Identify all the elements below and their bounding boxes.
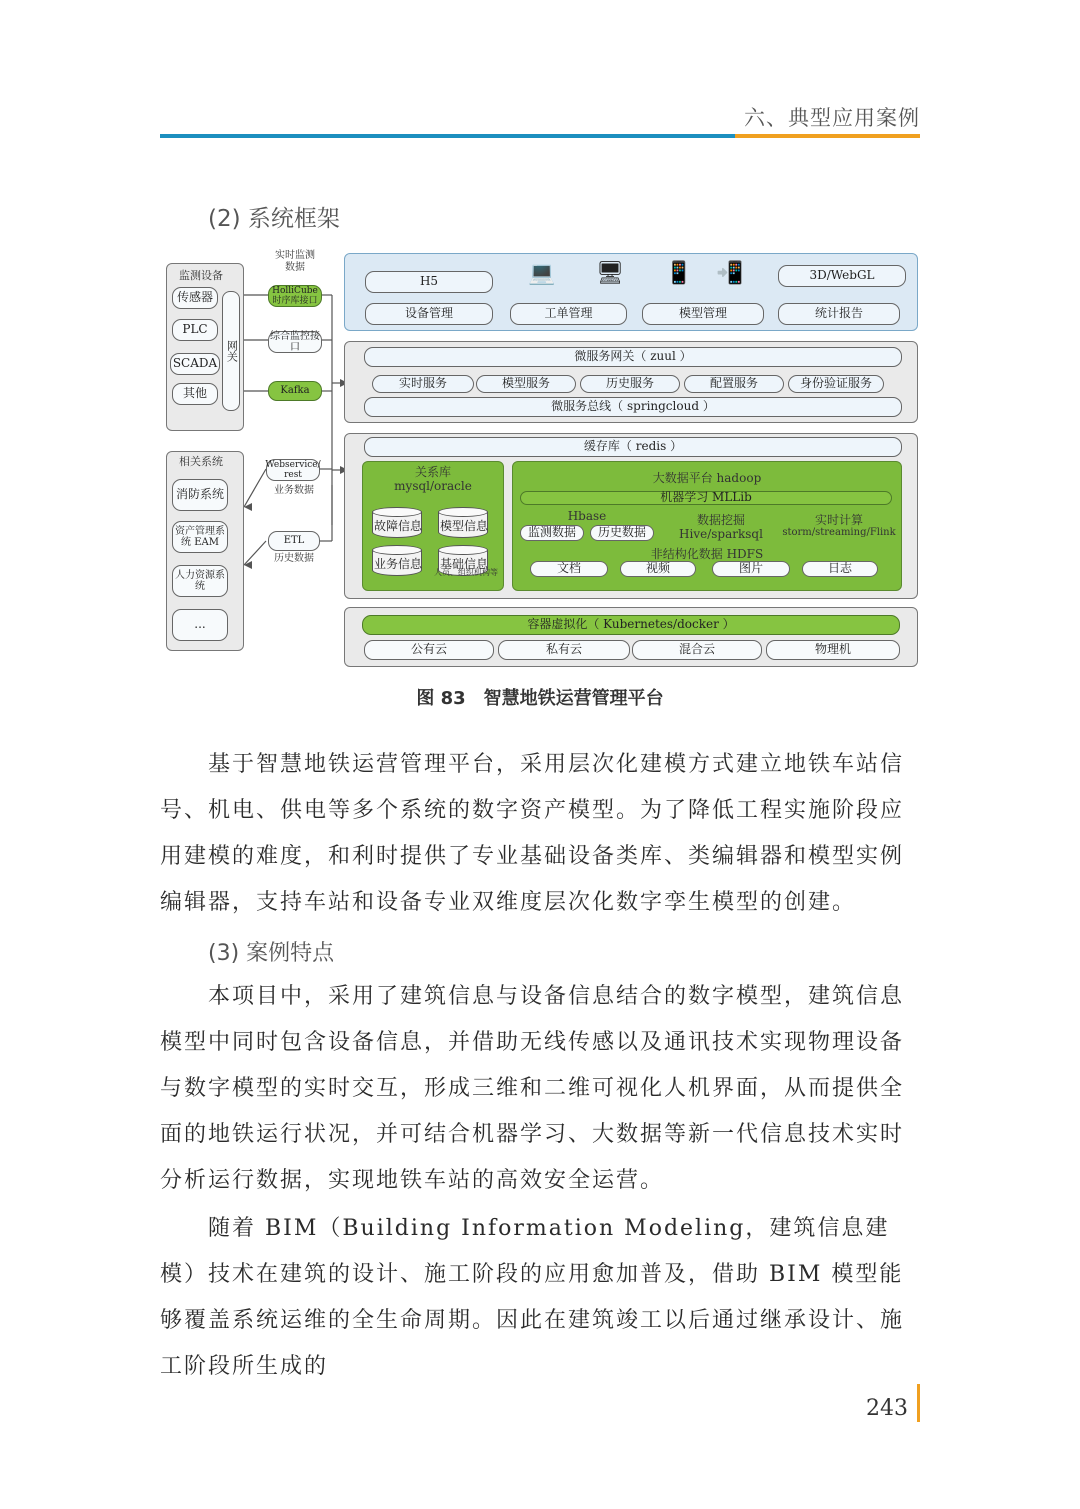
business-data-label: 业务数据 [274, 485, 314, 496]
service-bus: 微服务总线（ springcloud ） [364, 397, 902, 417]
rdb-note: 人员、组织机构等 [434, 568, 498, 577]
service-auth: 身份验证服务 [788, 375, 884, 393]
hollicube-interface: HolliCube 时序库接口 [268, 285, 322, 307]
hdfs-doc: 文档 [530, 561, 608, 577]
paragraph-1: 基于智慧地铁运营管理平台，采用层次化建模方式建立地铁车站信号、机电、供电等多个系统的数字资产模型。为了降低工程实施阶段应用建模的难度，和利时提供了专业基础设备类库、类编辑器和模型实例编辑器，支持车站和设备专业双维度层次化数字孪生模型的创建。 [160, 752, 905, 915]
app-device-management: 设备管理 [365, 303, 493, 325]
rdb-basic: 基础信息 [439, 557, 488, 571]
monitor-interface: 综合监控接口 [270, 330, 320, 353]
physical-machine: 物理机 [766, 640, 900, 660]
service-gateway: 微服务网关（ zuul ） [364, 347, 902, 367]
rdb-fault: 故障信息 [373, 519, 422, 533]
phone-icon: 📱 [665, 261, 693, 286]
bigdata-title: 大数据平台 hadoop [652, 471, 762, 485]
kafka: Kafka [268, 381, 322, 401]
app-statistics-report: 统计报告 [778, 303, 900, 325]
cloud-public: 公有云 [364, 640, 494, 660]
hdfs-log: 日志 [802, 561, 878, 577]
desktop-icon: 🖥 [596, 261, 624, 286]
section-title: (2) 系统框架 [208, 206, 340, 232]
service-realtime: 实时服务 [372, 375, 474, 393]
h5-box: H5 [365, 271, 493, 293]
mining-title: 数据挖掘 [696, 513, 745, 527]
app-model-management: 模型管理 [642, 303, 764, 325]
hbase-title: Hbase [567, 509, 607, 523]
mining-sub: Hive/sparksql [679, 527, 763, 541]
device-scada: SCADA [170, 353, 220, 375]
page-number: 243 [866, 1396, 908, 1421]
container-virtualization: 容器虚拟化（ Kubernetes/docker ） [362, 615, 900, 635]
service-history: 历史服务 [580, 375, 680, 393]
paragraph-3: 随着 BIM（Building Information Modeling，建筑信息建模）技术在建筑的设计、施工阶段的应用愈加普及，借助 BIM 模型能够覆盖系统运维的全生命周期。因此在建筑竣工以后通过继承设计、施工阶段所生成的 [160, 1216, 905, 1379]
gateway [222, 291, 240, 411]
hbase-monitor: 监测数据 [520, 525, 584, 541]
rdb-subtitle: mysql/oracle [394, 479, 472, 493]
cloud-private: 私有云 [498, 640, 630, 660]
realtime-data-label: 实时监测数据 [275, 250, 315, 273]
architecture-diagram [160, 245, 922, 675]
history-data-label: 历史数据 [274, 553, 314, 564]
rdb-model-cylinder [438, 507, 490, 541]
rdb-business-cylinder [372, 545, 424, 579]
figure-caption: 图 83 智慧地铁运营管理平台 [416, 688, 664, 709]
gateway-label: 网关 [225, 340, 239, 362]
system-fire: 消防系统 [172, 479, 228, 511]
related-systems-title: 相关系统 [179, 455, 223, 468]
cloud-hybrid: 混合云 [632, 640, 762, 660]
rdb-title: 关系库 [414, 465, 451, 479]
cache-redis: 缓存库（ redis ） [364, 437, 902, 457]
rdb-business: 业务信息 [373, 557, 422, 571]
device-sensor: 传感器 [172, 287, 218, 309]
header-rule-orange [735, 134, 920, 138]
webgl-box: 3D/WebGL [778, 265, 906, 287]
monitoring-devices-title: 监测设备 [179, 269, 223, 282]
webservice-rest: Webservice/ rest [265, 459, 321, 480]
paragraph-2: 本项目中，采用了建筑信息与设备信息结合的数字模型，建筑信息模型中同时包含设备信息，并借助无线传感以及通讯技术实现物理设备与数字模型的实时交互，形成三维和二维可视化人机界面，从而提供全面的地铁运行状况，并可结合机器学习、大数据等新一代信息技术实时分析运行数据，实现地铁车站的高效安全运营。 [160, 984, 905, 1193]
hdfs-title: 非结构化数据 HDFS [650, 547, 764, 561]
etl: ETL [268, 531, 320, 551]
mllib: 机器学习 MLLib [520, 491, 892, 505]
subsection-title: (3) 案例特点 [208, 941, 335, 966]
running-header: 六、典型应用案例 [744, 106, 920, 130]
system-hr: 人力资源系统 [172, 565, 228, 597]
system-more: ... [172, 609, 228, 641]
rdb-fault-cylinder [372, 507, 424, 541]
system-eam: 资产管理系统 EAM [172, 521, 228, 553]
device-other: 其他 [172, 383, 218, 405]
header-rule-blue [160, 134, 735, 138]
page-number-bar [917, 1384, 920, 1422]
realtime-calc-sub: storm/streaming/Flink [782, 527, 896, 538]
service-config: 配置服务 [684, 375, 784, 393]
service-model: 模型服务 [476, 375, 576, 393]
rdb-model: 模型信息 [439, 519, 488, 533]
laptop-icon: 💻 [528, 261, 556, 286]
app-work-order: 工单管理 [510, 303, 627, 325]
realtime-calc-title: 实时计算 [814, 513, 863, 527]
handheld-icon: 📲 [716, 261, 744, 286]
hdfs-image: 图片 [712, 561, 790, 577]
device-plc: PLC [172, 319, 218, 341]
hbase-history: 历史数据 [590, 525, 654, 541]
hdfs-video: 视频 [620, 561, 696, 577]
